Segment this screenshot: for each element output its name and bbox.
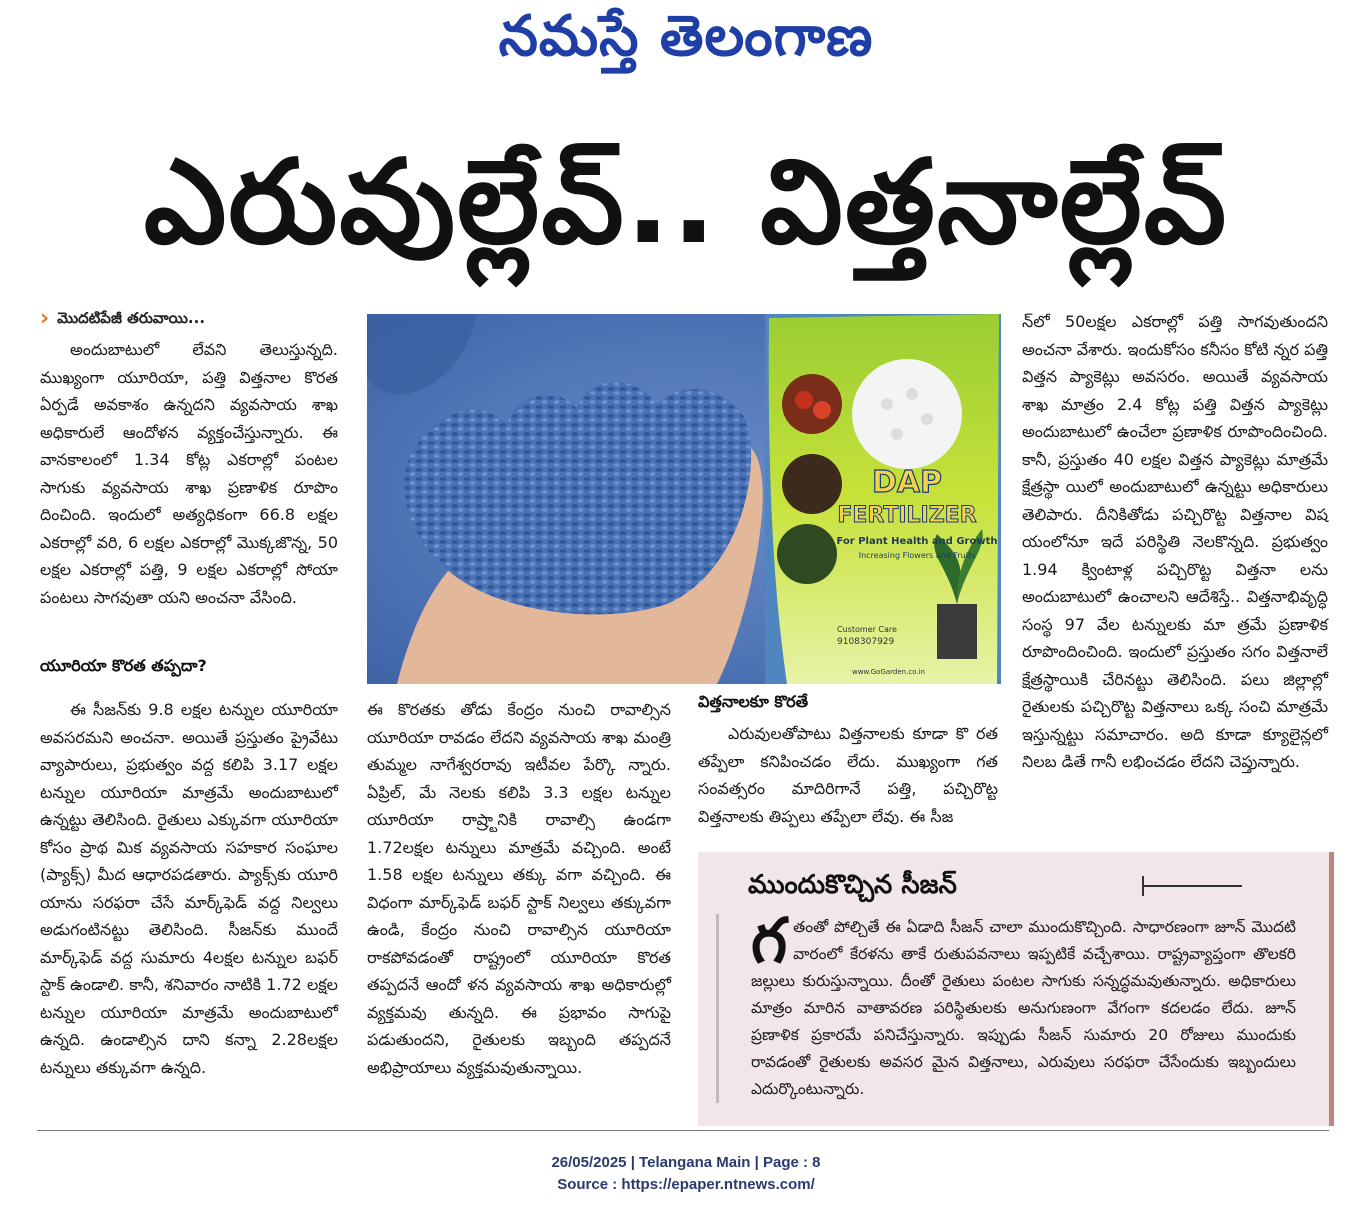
subheading-urea: యూరియా కొరత తప్పదా? <box>40 656 207 675</box>
sidebar-box <box>698 852 1334 1126</box>
masthead: నమస్తే తెలంగాణ <box>498 4 874 69</box>
pack-tagline-1: For Plant Health and Growth <box>836 536 998 547</box>
paragraph: ఈ కొరతకు తోడు కేంద్రం నుంచి రావాల్సిన యూరియా రావడం లేదని వ్యవసాయ శాఖ మంత్రి తుమ్మల నాగేశ్వరరావు ఇటీవల పేర్కొ న్నారు. ఏప్రిల్‌, మే నెలకు కలిపి 3.3 లక్షల టన్నుల యూరియా రాష్ర్టానికి రావాల్సి ఉండగా 1.72లక్షల టన్నులు మాత్రమే వచ్చింది. అంటే 1.58 లక్షల టన్నులు తక్కు వగా వచ్చింది. ఈ విధంగా మార్క్‌ఫెడ్‌ బఫర్‌ స్టాక్‌ నిల్వలు తక్కువగా ఉండి, కేంద్రం నుంచి రావాల్సిన యూరియా రాకపోవడంతో రాష్ట్రంలో యూరియా కొరత తప్పదనే ఆందో ళన వ్యవసాయ శాఖ అధికారుల్లో వ్యక్తమవు తున్నది. ఈ ప్రభావం సాగుపై పడుతుందని, రైతులకు ఇబ్బంది తప్పదనే అభిప్రాయాలు వ్యక్తమవుతున్నాయి. <box>367 700 671 1077</box>
pack-tagline-2: Increasing Flowers and Fruits <box>858 551 976 560</box>
sidebar-text: తంతో పోల్చితే ఈ ఏడాది సీజన్‌ చాలా ముందుకొచ్చింది. సాధారణంగా జూన్‌ మొదటి వారంలో కేరళను తాకే రుతుపవనాలు ఇప్పటికే వచ్చేశాయి. రాష్ట్రవ్యాప్తంగా తొలకరి జల్లులు కురుస్తున్నాయి. దీంతో రైతులు పంటల సాగుకు సన్నద్ధమవుతున్నారు. అధికారులు మాత్రం మారిన వాతావరణ పరిస్థితులకు అనుగుణంగా వేగంగా కదలడం లేదు. జూన్‌ ప్రణాళిక ప్రకారమే పనిచేస్తున్నారు. ఇప్పుడు సీజన్‌ సుమారు 20 రోజులు ముందుకు రావడంతో రైతులకు అవసర మైన విత్తనాలు, ఎరువులు సరఫరా చేసేందుకు ఇబ్బందులు ఎదుర్కొంటున్నారు. <box>751 918 1296 1098</box>
subheading-seeds: విత్తనాలకూ కొరతే <box>698 692 809 711</box>
kicker-text: మొదటిపేజీ తరువాయి... <box>57 309 206 327</box>
column-1 <box>40 336 338 611</box>
column-1-continued <box>40 696 338 1081</box>
continuation-kicker <box>40 306 205 331</box>
article-photo <box>367 314 1001 684</box>
pack-brand-line2: FERTILIZER <box>837 503 977 528</box>
column-2 <box>367 696 671 1081</box>
paragraph: న్‌లో 50లక్షల ఎకరాల్లో పత్తి సాగవుతుందని అంచనా వేశారు. ఇందుకోసం కనీసం కోటి న్నర పత్తి విత్తన ప్యాకెట్లు అవసరం. అయితే వ్యవసాయ శాఖ మాత్రం 2.4 కోట్ల పత్తి విత్తన ప్యాకెట్లు అందుబాటులో ఉంచేలా ప్రణాళిక రూపొందించింది. కానీ, ప్రస్తుతం 40 లక్షల విత్తన ప్యాకెట్లు మాత్రమే క్షేత్రస్థా యిలో అందుబాటులో ఉన్నట్టు అధికారులు తెలిపారు. దీనికితోడు పచ్చిరొట్ట విత్తనాల విష యంలోనూ ఇదే పరిస్థితి నెలకొన్నది. ప్రభుత్వం 1.94 క్వింటాళ్ల పచ్చిరొట్ట విత్తనా లను అందుబాటులో ఉంచాలని ఆదేశిస్తే.. విత్తనాభివృద్ధి సంస్థ 97 వేల టన్నులకు మా త్రమే ప్రణాళిక రూపొందించింది. ఇందులో ప్రస్తుతం సగం విత్తనాలే క్షేత్రస్థాయికి చేరినట్టు తెలిసింది. పలు జిల్లాల్లో రైతులకు పచ్చిరొట్ట విత్తనాలు ఒక్క సంచి మాత్రమే ఇస్తున్నట్టు సమాచారం. అది కూడా క్యూలైన్లలో నిలబ డితే గానీ లభించడం లేదని చెప్తున్నారు. <box>1022 312 1328 771</box>
pack-phone: 9108307929 <box>837 637 895 647</box>
bottom-divider <box>37 1130 1329 1131</box>
column-3 <box>698 720 998 830</box>
pack-care-label: Customer Care <box>837 625 897 634</box>
drop-cap: గ <box>751 904 788 977</box>
footer-source-line: Source : https://epaper.ntnews.com/ <box>557 1176 815 1193</box>
pack-brand-line1: DAP <box>871 465 943 500</box>
seeds-and-fertilizer-image <box>367 314 1001 684</box>
sidebar-title: ముందుకొచ్చిన సీజన్‌ <box>748 870 957 900</box>
sidebar-body <box>716 904 1296 1103</box>
chevron-right-icon: › <box>40 306 50 331</box>
pack-website: www.GoGarden.co.in <box>852 668 925 676</box>
sidebar-rule <box>1142 885 1242 887</box>
footer-date-line: 26/05/2025 | Telangana Main | Page : 8 <box>551 1154 821 1171</box>
column-4 <box>1022 308 1328 776</box>
paragraph: ఎరువులతోపాటు విత్తనాలకు కూడా కొ రత తప్పేలా కనిపించడం లేదు. ముఖ్యంగా గత సంవత్సరం మాదిరిగానే పత్తి, పచ్చిరొట్ట విత్తనాలకు తిప్పలు తప్పేలా లేవు. ఈ సీజ <box>698 724 998 826</box>
headline: ఎరువుల్లేవ్.. విత్తనాల్లేవ్ <box>143 135 1229 270</box>
paragraph: అందుబాటులో లేవని తెలుస్తున్నది. ముఖ్యంగా యూరియా, పత్తి విత్తనాల కొరత ఏర్పడే అవకాశం ఉన్నదని వ్యవసాయ శాఖ అధికారులే ఆందోళన వ్యక్తంచేస్తున్నారు. ఈ వానకాలంలో 1.34 కోట్ల ఎకరాల్లో పంటల సాగుకు వ్యవసాయ శాఖ ప్రణాళిక రూపొం దించింది. ఇందులో అత్యధికంగా 66.8 లక్షల ఎకరాల్లో వరి, 6 లక్షల ఎకరాల్లో మొక్కజొన్న, 50 లక్షల ఎకరాల్లో పత్తి, 9 లక్షల ఎకరాల్లో సోయా పంటలు సాగవుతా యని అంచనా వేసింది. <box>40 340 338 607</box>
paragraph: ఈ సీజన్‌కు 9.8 లక్షల టన్నుల యూరియా అవసరమని అంచనా. అయితే ప్రస్తుతం ప్రైవేటు వ్యాపారులు, ప్రభుత్వం వద్ద కలిపి 3.17 లక్షల టన్నుల యూరియా మాత్రమే అందుబాటులో ఉన్నట్టు తెలిసింది. రైతులు ఎక్కువగా యూరియా కోసం ప్రాథ మిక వ్యవసాయ సహకార సంఘాల (ప్యాక్స్‌) మీద ఆధారపడతారు. ప్యాక్స్‌కు యూరి యాను సరఫరా చేసే మార్క్‌ఫెడ్‌ వద్ద నిల్వలు అడుగంటినట్టు తెలిసింది. సీజన్‌కు ముందే మార్క్‌ఫెడ్‌ వద్ద సుమారు 4లక్షల టన్నుల బఫర్‌ స్టాక్‌ ఉండాలి. కానీ, శనివారం నాటికి 1.72 లక్షల టన్నుల యూరియా మాత్రమే అందుబాటులో ఉన్నది. ఉండాల్సిన దాని కన్నా 2.28లక్షల టన్నులు తక్కువగా ఉన్నది. <box>40 700 338 1077</box>
